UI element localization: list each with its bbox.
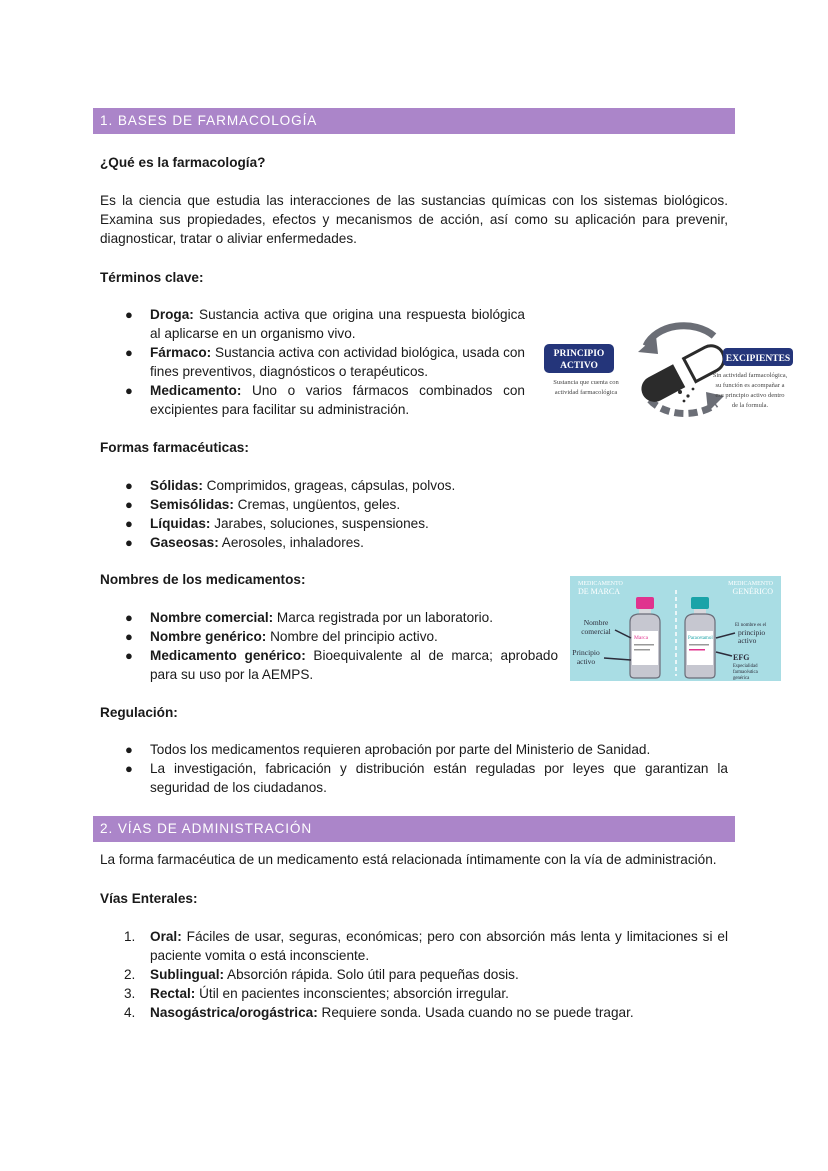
bullet-icon: ● <box>125 307 133 322</box>
list-item: 1. Oral: Fáciles de usar, seguras, económicas; pero con absorción más lenta y limitaciones si el paciente vomita o está inconsciente. <box>124 929 728 963</box>
list-item: ● Gaseosas: Aerosoles, inhaladores. <box>125 535 364 550</box>
bullet-icon: ● <box>125 742 133 757</box>
list-item: ● Nombre genérico: Nombre del principio activo. <box>125 629 438 644</box>
bullet-icon: ● <box>125 761 133 776</box>
svg-text:El nombre es el: El nombre es el <box>735 623 767 628</box>
section-header-2: 2. VÍAS DE ADMINISTRACIÓN <box>93 816 735 842</box>
list-item: ● Fármaco: Sustancia activa con actividad biológica, usada con fines preventivos, diagnósticos o terapéuticos. <box>125 345 525 379</box>
list-item: ● La investigación, fabricación y distribución están reguladas por leyes que garantizan la seguridad de los ciudadanos. <box>125 761 728 795</box>
svg-text:Sustancia que cuenta con: Sustancia que cuenta con <box>553 379 619 386</box>
svg-text:principio: principio <box>738 628 766 637</box>
heading-enteral: Vías Enterales: <box>100 891 198 906</box>
section-header-1: 1. BASES DE FARMACOLOGÍA <box>93 108 735 134</box>
svg-text:EFG: EFG <box>733 653 750 662</box>
dosage-forms-list <box>100 476 728 552</box>
brand-vs-generic-figure <box>570 576 781 681</box>
bullet-icon: ● <box>125 478 133 493</box>
bullet-icon: ● <box>125 516 133 531</box>
svg-text:MEDICAMENTO: MEDICAMENTO <box>578 581 623 587</box>
svg-text:DE MARCA: DE MARCA <box>578 587 621 596</box>
svg-text:activo: activo <box>738 636 757 645</box>
heading-what-is: ¿Qué es la farmacología? <box>100 155 266 170</box>
list-item: 4. Nasogástrica/orogástrica: Requiere sonda. Usada cuando no se puede tragar. <box>124 1005 634 1020</box>
paragraph-definition: Es la ciencia que estudia las interacciones de las sustancias químicas con los sistemas biológicos. Examina sus propiedades, efectos y mecanismos de acción, así como su aplicación para prevenir, diagnosticar, tratar o aliviar enfermedades. <box>100 193 728 246</box>
heading-drug-names: Nombres de los medicamentos: <box>100 572 306 587</box>
svg-text:farmacéutica: farmacéutica <box>733 670 758 675</box>
drug-names-list <box>100 608 558 684</box>
key-terms-list <box>100 305 525 419</box>
list-item: ● Líquidas: Jarabes, soluciones, suspensiones. <box>125 516 429 531</box>
svg-text:GENÉRICO: GENÉRICO <box>732 587 773 596</box>
svg-text:MEDICAMENTO: MEDICAMENTO <box>728 581 773 587</box>
cycle-arrow-bottom <box>650 400 716 414</box>
bullet-icon: ● <box>125 383 133 398</box>
svg-text:Paracetamol: Paracetamol <box>688 636 713 641</box>
list-item: 2. Sublingual: Absorción rápida. Solo útil para pequeñas dosis. <box>124 967 519 982</box>
heading-key-terms: Términos clave: <box>100 270 204 285</box>
list-item: ● Nombre comercial: Marca registrada por un laboratorio. <box>125 610 494 625</box>
list-item: ● Medicamento genérico: Bioequivalente al de marca; aprobado para su uso por la AEMPS. <box>125 648 558 682</box>
svg-text:activo: activo <box>576 657 596 666</box>
enteral-routes-list <box>100 927 728 1022</box>
list-item: ● Medicamento: Uno o varios fármacos combinados con excipientes para facilitar su administración. <box>125 383 525 417</box>
svg-text:PRINCIPIO: PRINCIPIO <box>553 349 605 359</box>
list-item: ● Semisólidas: Cremas, ungüentos, geles. <box>125 497 401 512</box>
svg-text:su función es acompañar a: su función es acompañar a <box>715 382 785 389</box>
list-item: ● Sólidas: Comprimidos, grageas, cápsulas, polvos. <box>125 478 456 493</box>
regulation-list <box>100 740 728 797</box>
bullet-icon: ● <box>125 629 133 644</box>
bullet-icon: ● <box>125 345 133 360</box>
bullet-icon: ● <box>125 535 133 550</box>
svg-text:Nombre: Nombre <box>583 618 609 627</box>
bullet-icon: ● <box>125 497 133 512</box>
svg-text:EXCIPIENTES: EXCIPIENTES <box>725 354 791 364</box>
heading-regulation: Regulación: <box>100 705 178 720</box>
bullet-icon: ● <box>125 648 133 663</box>
svg-text:Marca: Marca <box>634 635 649 641</box>
svg-text:Especialidad: Especialidad <box>733 664 758 669</box>
svg-text:genérica: genérica <box>733 676 750 681</box>
bullet-icon: ● <box>125 610 133 625</box>
list-item: ● Droga: Sustancia activa que origina una respuesta biológica al aplicarse en un organismo vivo. <box>125 307 525 341</box>
svg-text:ACTIVO: ACTIVO <box>560 361 598 371</box>
svg-text:comercial: comercial <box>581 627 611 636</box>
heading-dosage-forms: Formas farmacéuticas: <box>100 440 249 455</box>
list-item: 3. Rectal: Útil en pacientes inconscientes; absorción irregular. <box>124 986 509 1001</box>
capsule-figure <box>538 322 800 418</box>
svg-text:actividad farmacológica: actividad farmacológica <box>554 389 618 396</box>
paragraph-intro: La forma farmacéutica de un medicamento está relacionada íntimamente con la vía de administración. <box>100 852 717 867</box>
svg-text:de la formula.: de la formula. <box>731 402 769 409</box>
svg-text:Principio: Principio <box>572 648 600 657</box>
svg-text:Sin actividad farmacológica,: Sin actividad farmacológica, <box>712 372 788 379</box>
svg-text:ese principio activo dentro: ese principio activo dentro <box>715 392 785 399</box>
list-item: ● Todos los medicamentos requieren aprobación por parte del Ministerio de Sanidad. <box>125 742 651 757</box>
